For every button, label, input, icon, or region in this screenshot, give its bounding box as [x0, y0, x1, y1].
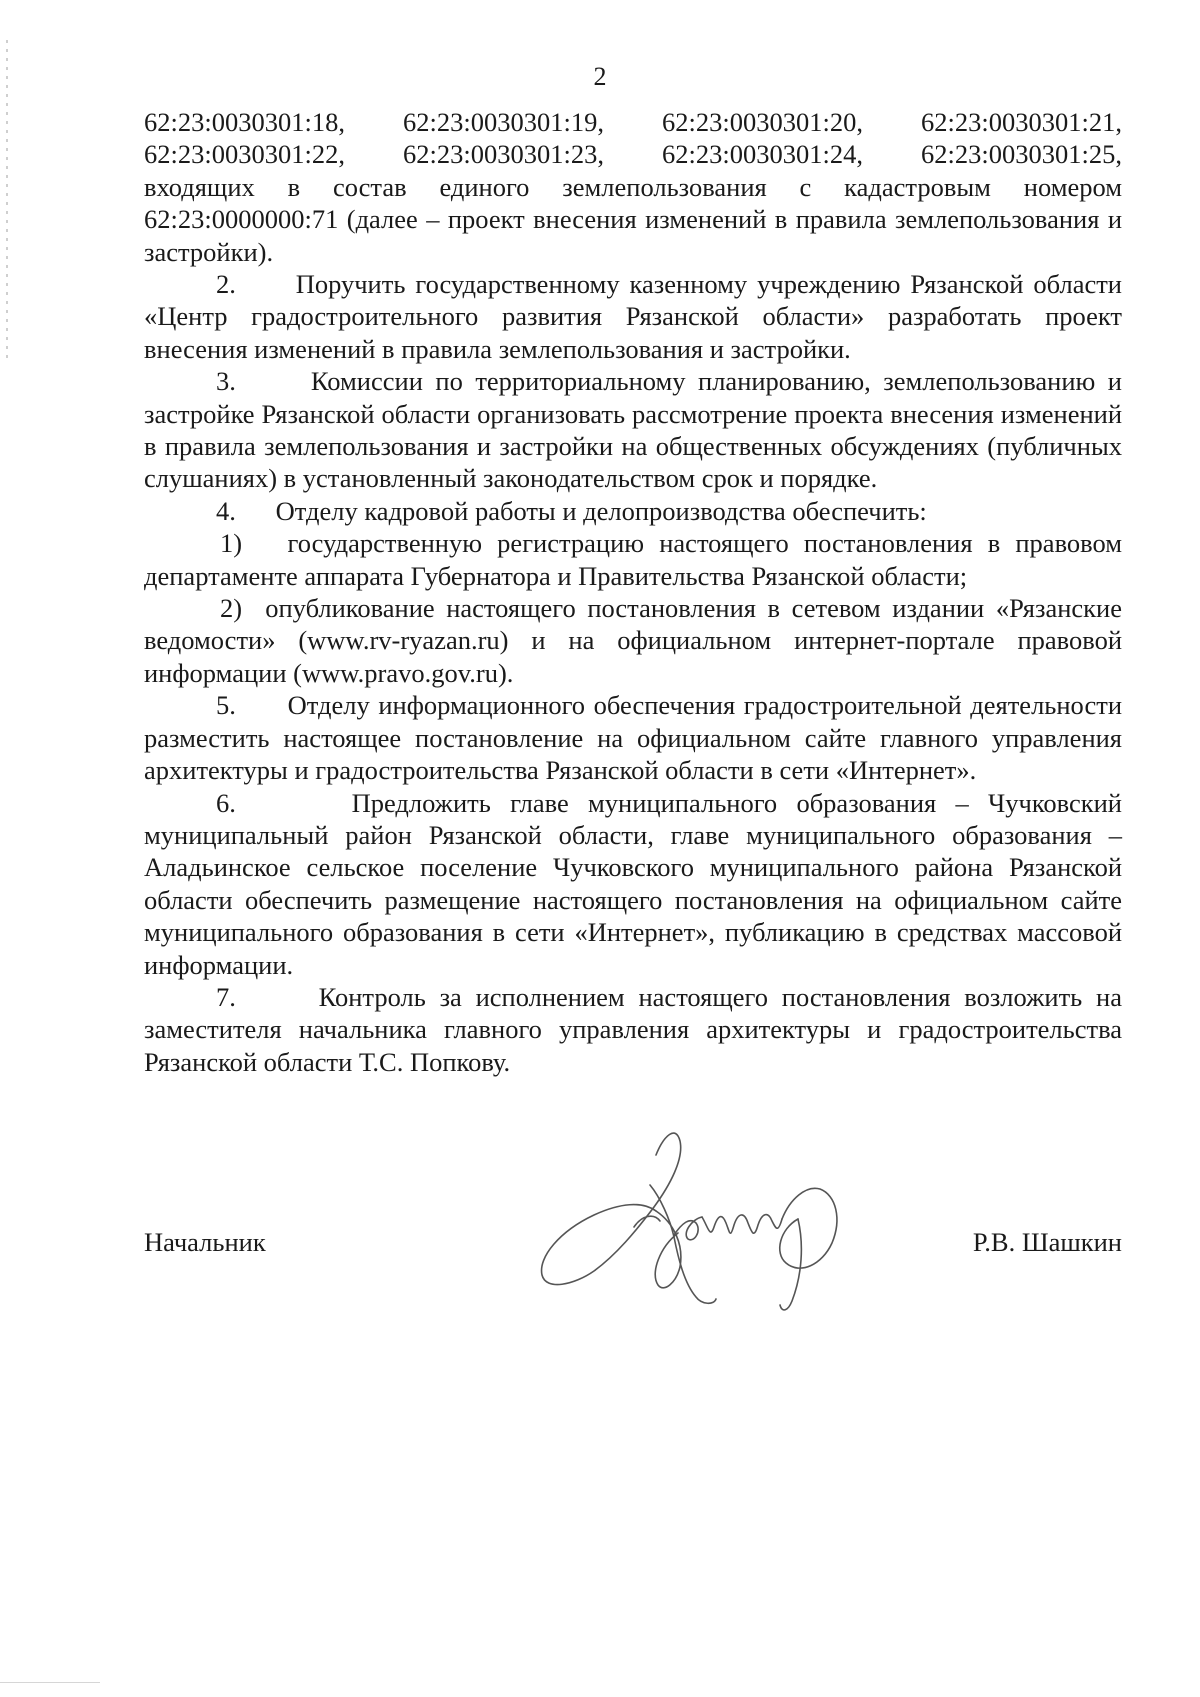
cadastral-number-row: [144, 106, 1122, 138]
cadastral-number: 62:23:0030301:24,: [662, 139, 863, 170]
cadastral-number: 62:23:0030301:22,: [144, 139, 345, 170]
resolution-subitem-2: 2) опубликование настоящего постановления в сетевом издании «Рязанские ведомости» (www.rv-ryazan.ru) и на официальном интернет-портале правовой информации (www.pravo.gov.ru).: [144, 593, 1122, 688]
cadastral-number: 62:23:0030301:23,: [403, 139, 604, 170]
resolution-item-6: 6. Предложить главе муниципального образования – Чучковский муниципальный район Рязанской области, главе муниципального образования – Аладьинское сельское поселение Чучковского муниципального района Рязанской области обеспечить размещение настоящего постановления на официальном сайте муниципального образования в сети «Интернет», публикацию в средствах массовой информации.: [144, 787, 1122, 980]
resolution-item-7: 7. Контроль за исполнением настоящего постановления возложить на заместителя начальника главного управления архитектуры и градостроительства Рязанской области Т.С. Попкову.: [144, 981, 1122, 1077]
page-number: 2: [593, 62, 607, 91]
resolution-subitem-1: 1) государственную регистрацию настоящего постановления в правовом департаменте аппарата Губернатора и Правительства Рязанской области;: [144, 528, 1122, 591]
resolution-item-3: 3. Комиссии по территориальному планированию, землепользованию и застройке Рязанской области организовать рассмотрение проекта внесения изменений в правила землепользования и застройки на общественных обсуждениях (публичных слушаниях) в установленный законодательством срок и порядке.: [144, 366, 1122, 494]
cadastral-number: 62:23:0030301:25,: [921, 139, 1122, 170]
signature-block: [144, 1135, 1122, 1375]
intro-continuation: входящих в состав единого землепользования с кадастровым номером 62:23:0000000:71 (далее – проект внесения изменений в правила землепользования и застройки).: [144, 171, 1122, 267]
handwritten-signature: [524, 1115, 854, 1315]
cadastral-number: 62:23:0030301:19,: [403, 107, 604, 137]
cadastral-number: 62:23:0030301:20,: [662, 107, 863, 137]
resolution-item-5: 5. Отделу информационного обеспечения градостроительной деятельности разместить настоящее постановление на официальном сайте главного управления архитектуры и градостроительства Рязанской области в сети «Интернет».: [144, 690, 1122, 786]
signatory-name: Р.В. Шашкин: [972, 1227, 1122, 1257]
cadastral-number: 62:23:0030301:21,: [921, 107, 1122, 137]
resolution-item-2: 2. Поручить государственному казенному учреждению Рязанской области «Центр градостроительного развития Рязанской области» разработать проект внесения изменений в правила землепользования и застройки.: [144, 269, 1122, 364]
cadastral-number-row: [144, 138, 1122, 170]
resolution-item-4: 4. Отделу кадровой работы и делопроизводства обеспечить:: [216, 495, 927, 526]
document-body: [144, 106, 1122, 1078]
cadastral-number: 62:23:0030301:18,: [144, 107, 345, 137]
scan-edge-artifact: [0, 1682, 100, 1683]
signatory-position: Начальник: [144, 1227, 266, 1257]
